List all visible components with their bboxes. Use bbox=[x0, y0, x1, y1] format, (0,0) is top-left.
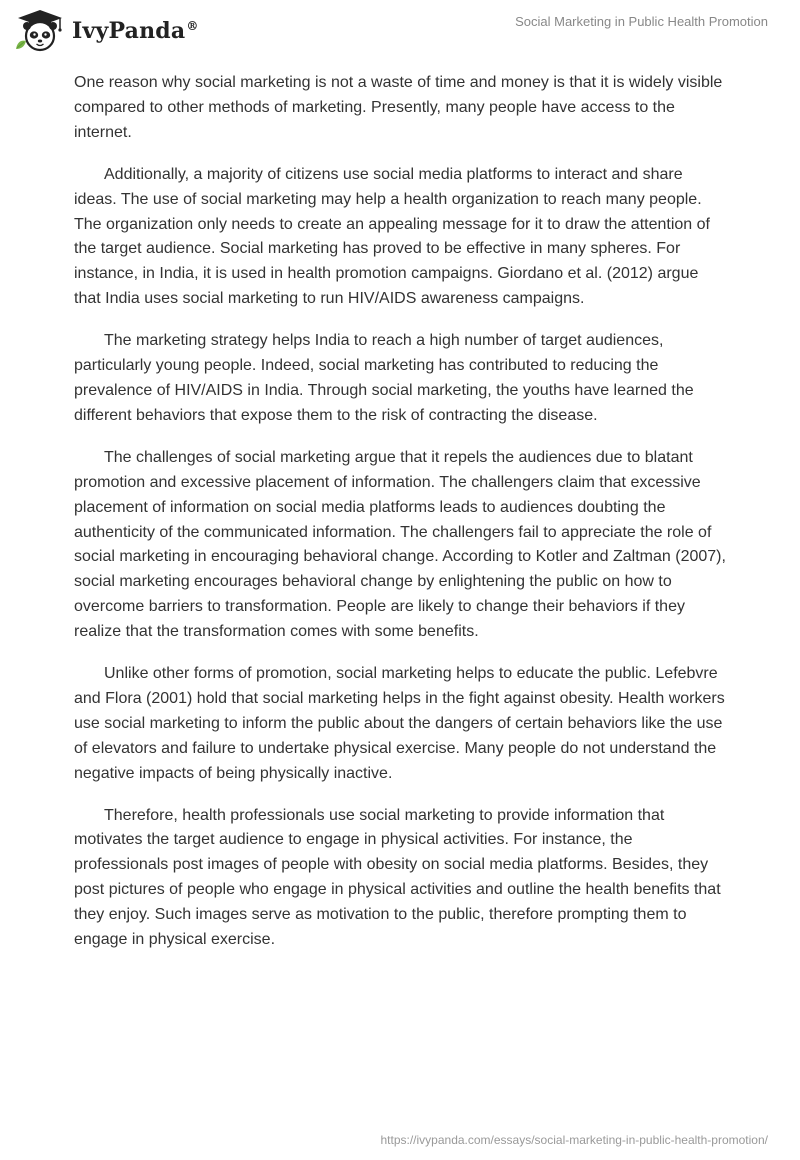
essay-body bbox=[74, 71, 726, 970]
paragraph: One reason why social marketing is not a waste of time and money is that it is widely visible compared to other methods of marketing. Presently, many people have access to the internet. bbox=[74, 74, 723, 141]
brand-name: IvyPanda® bbox=[72, 18, 199, 44]
ivypanda-logo[interactable] bbox=[14, 9, 199, 53]
paragraph: Additionally, a majority of citizens use social media platforms to interact and share ideas. The use of social marketing may help a health organization to reach many people. The organization only needs to create an appealing message for it to draw the attention of the target audience. Social marketing has proved to be effective in many spheres. For instance, in India, it is used in health promotion campaigns. Giordano et al. (2012) argue that India uses social marketing to run HIV/AIDS awareness campaigns. bbox=[74, 165, 710, 308]
panda-graduate-logo-icon bbox=[14, 9, 66, 53]
paragraph: The marketing strategy helps India to reach a high number of target audiences, particularly young people. Indeed, social marketing has contributed to reducing the prevalence of HIV/AIDS in India. Through social marketing, the youths have learned the different behaviors that expose them to the risk of contracting the disease. bbox=[74, 332, 694, 424]
paragraph: Therefore, health professionals use social marketing to provide information that motivates the target audience to engage in physical activities. For instance, the professionals post images of people with obesity on social media platforms. Besides, they post pictures of people who engage in physical activities and outline the health benefits that they enjoy. Such images serve as motivation to the public, therefore prompting them to engage in physical exercise. bbox=[74, 806, 721, 949]
paragraph: Unlike other forms of promotion, social marketing helps to educate the public. Lefebvre and Flora (2001) hold that social marketing helps in the fight against obesity. Health workers use social marketing to inform the public about the dangers of certain behaviors like the use of elevators and failure to undertake physical exercise. Many people do not understand the negative impacts of being physically inactive. bbox=[74, 665, 725, 782]
page-header bbox=[0, 0, 800, 62]
document-title: Social Marketing in Public Health Promotion bbox=[515, 14, 768, 29]
source-url[interactable]: https://ivypanda.com/essays/social-marketing-in-public-health-promotion/ bbox=[380, 1133, 768, 1147]
paragraph: The challenges of social marketing argue that it repels the audiences due to blatant promotion and excessive placement of information. The challengers claim that excessive placement of information on social media platforms leads to audiences doubting the authenticity of the communicated information. The challengers fail to appreciate the role of social marketing in encouraging behavioral change. According to Kotler and Zaltman (2007), social marketing encourages behavioral change by enlightening the public on how to overcome barriers to transformation. People are likely to change their behaviors if they realize that the transformation comes with some benefits. bbox=[74, 448, 726, 641]
